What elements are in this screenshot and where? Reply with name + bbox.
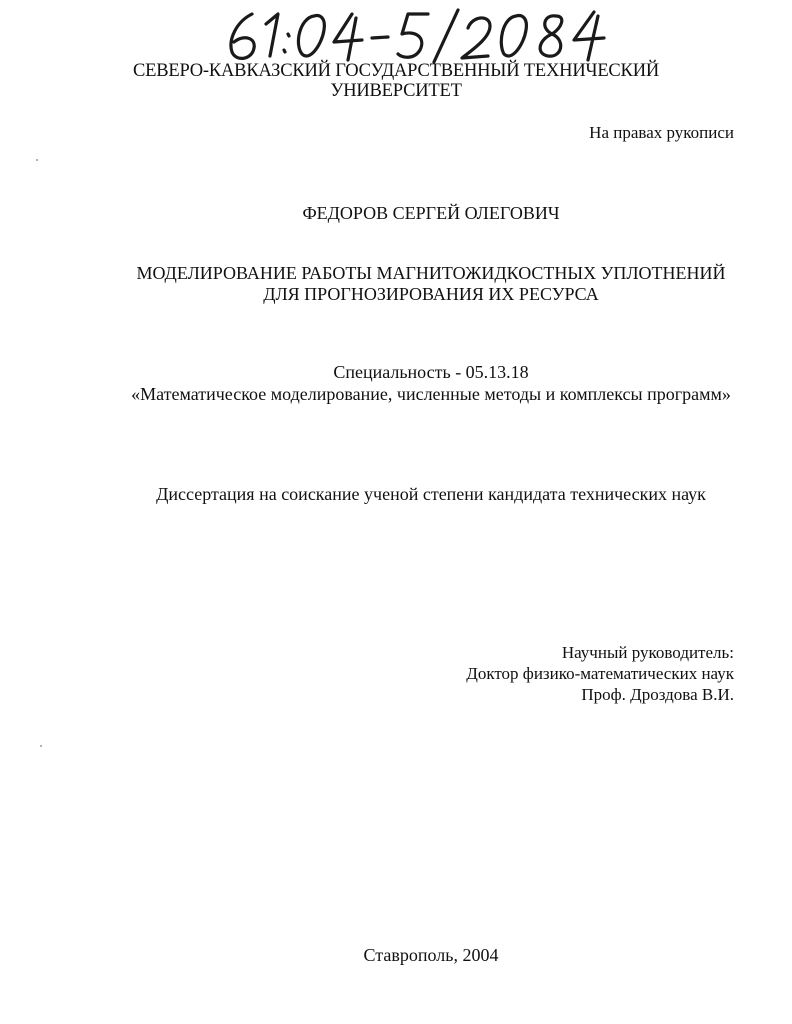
scan-speck [40,745,42,747]
institution-line-1: СЕВЕРО-КАВКАЗСКИЙ ГОСУДАРСТВЕННЫЙ ТЕХНИЧЕСКИЙ [132,61,660,81]
specialty-code: Специальность - 05.13.18 [333,362,529,382]
institution-line-2: УНИВЕРСИТЕТ [330,81,462,101]
degree-statement: Диссертация на соискание ученой степени кандидата технических наук [156,484,706,504]
handwritten-archive-number [222,4,612,66]
scan-speck [36,159,38,161]
place-year: Ставрополь, 2004 [363,945,499,965]
manuscript-rights: На правах рукописи [589,123,734,142]
dissertation-title-line-2: ДЛЯ ПРОГНОЗИРОВАНИЯ ИХ РЕСУРСА [263,284,599,304]
supervisor-name: Проф. Дроздова В.И. [581,685,734,704]
supervisor-label: Научный руководитель: [561,643,734,662]
supervisor-degree: Доктор физико-математических наук [466,664,734,683]
specialty-name: «Математическое моделирование, численные методы и комплексы программ» [131,384,731,404]
author-name: ФЕДОРОВ СЕРГЕЙ ОЛЕГОВИЧ [302,203,560,223]
dissertation-title-line-1: МОДЕЛИРОВАНИЕ РАБОТЫ МАГНИТОЖИДКОСТНЫХ УПЛОТНЕНИЙ [136,263,726,283]
